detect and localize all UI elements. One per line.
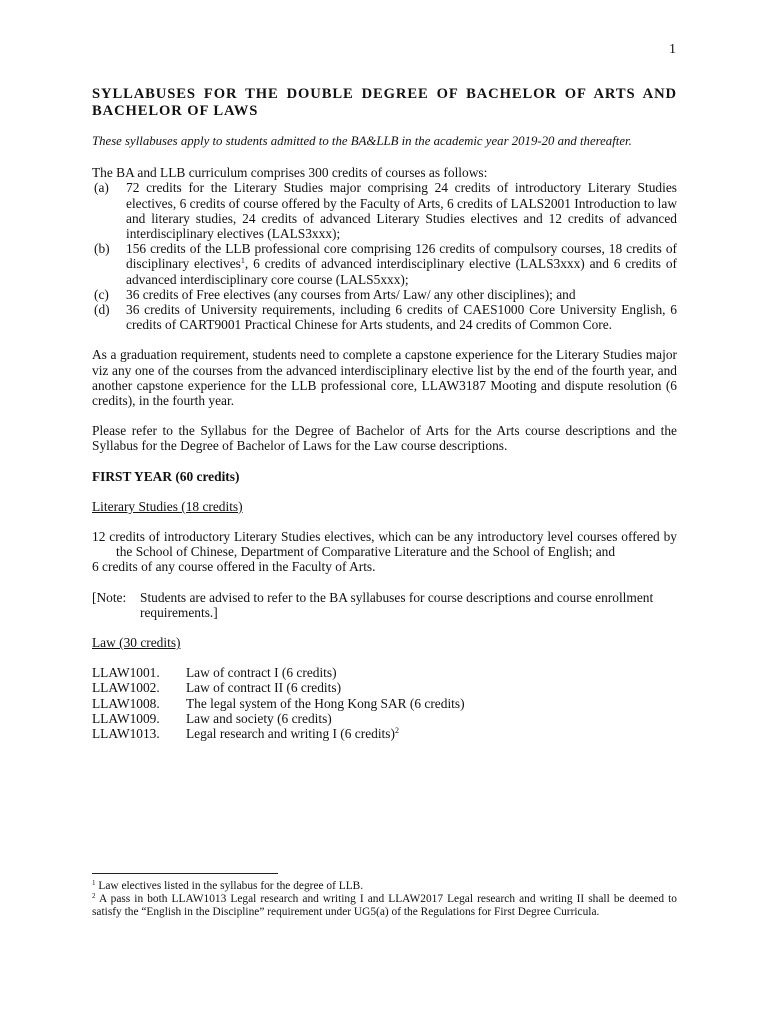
item-label: (a) [94,180,109,196]
footnote-text: Law electives listed in the syllabus for the degree of LLB. [98,880,364,892]
course-row [92,726,677,741]
footnote-number: 1 [92,879,96,887]
graduation-requirement-paragraph: As a graduation requirement, students need to complete a capstone experience for the Literary Studies major viz any one of the courses from the advanced interdisciplinary elective list by the end of the fourth year, and another capstone experience for the LLB professional core, LLAW3187 Mooting and dispute resolution (6 credits), in the fourth year. [92,347,677,409]
intro-statement: These syllabuses apply to students admitted to the BA&LLB in the academic year 2019-20 and thereafter. [92,134,632,148]
note-text: Students are advised to refer to the BA syllabuses for course descriptions and course enrollment requirements.] [140,589,654,620]
item-label: (b) [94,241,110,257]
curriculum-item-d [92,302,677,332]
course-row [92,665,677,680]
curriculum-item-c [92,287,677,302]
item-text [126,241,677,287]
item-text-part: , 6 credits of advanced interdisciplinary elective (LALS3xxx) and 6 credits of advanced interdisciplinary core course (LALS5xxx); [126,256,677,287]
first-year-heading: FIRST YEAR (60 credits) [92,468,240,484]
course-code: LLAW1008. [92,695,160,711]
course-row [92,696,677,711]
course-name [186,726,399,741]
course-row [92,680,677,695]
footnote-number: 2 [92,892,96,901]
curriculum-item-b [92,241,677,287]
literary-requirement-2: 6 credits of any course offered in the Faculty of Arts. [92,559,376,575]
footnote-1 [92,880,677,893]
item-text: 72 credits for the Literary Studies major comprising 24 credits of introductory Literary Studies electives, 6 credits of course offered by the Faculty of Arts, 6 credits of LALS2001 Introduction to law and literary studies, 24 credits of advanced Literary Studies electives and 12 credits of advanced interdisciplinary electives (LALS3xxx); [126,180,677,242]
course-name: Law and society (6 credits) [186,710,332,726]
footnote-text: A pass in both LLAW1013 Legal research and writing I and LLAW2017 Legal research and writing II shall be deemed to satisfy the “English in the Discipline” requirement under UG5(a) of the Regulations for First Degree Curricula. [92,893,678,919]
document-body [92,134,677,741]
law-course-list [92,665,677,741]
item-label: (c) [94,286,109,302]
course-code: LLAW1001. [92,665,160,681]
course-row [92,711,677,726]
course-name: Law of contract I (6 credits) [186,665,337,681]
refer-paragraph: Please refer to the Syllabus for the Degree of Bachelor of Arts for the Arts course descriptions and the Syllabus for the Degree of Bachelor of Laws for the Law course descriptions. [92,423,677,454]
document-title: SYLLABUSES FOR THE DOUBLE DEGREE OF BACHELOR OF ARTS AND BACHELOR OF LAWS [92,86,677,119]
curriculum-item-a [92,180,677,241]
item-text: 36 credits of University requirements, including 6 credits of CAES1000 Core University English, 6 credits of CART9001 Practical Chinese for Arts students, and 24 credits of Common Core. [126,302,677,333]
note-label: [Note: [92,589,127,605]
page-number: 1 [669,42,676,57]
footnote-divider [92,873,278,874]
course-code: LLAW1002. [92,680,160,696]
curriculum-list [92,180,677,332]
item-label: (d) [94,302,110,318]
footnotes [92,880,677,920]
course-code: LLAW1009. [92,710,160,726]
course-name-text: Legal research and writing I (6 credits) [186,726,395,742]
course-name: The legal system of the Hong Kong SAR (6 credits) [186,695,465,711]
footnote-ref-2[interactable]: 2 [394,726,399,736]
literary-studies-heading: Literary Studies (18 credits) [92,498,243,514]
footnote-2 [92,893,677,919]
curriculum-lead: The BA and LLB curriculum comprises 300 credits of courses as follows: [92,165,488,181]
law-heading: Law (30 credits) [92,635,181,651]
course-name: Law of contract II (6 credits) [186,680,342,696]
item-text-part: 156 credits of the LLB professional core comprising 126 credits of compulsory courses, 18 credits of disciplinary electives [126,241,677,272]
footnote-ref-1[interactable]: 1 [240,256,245,266]
course-code: LLAW1013. [92,726,160,742]
note-block [92,590,677,620]
item-text: 36 credits of Free electives (any courses from Arts/ Law/ any other disciplines); and [126,286,576,302]
literary-requirement-1: 12 credits of introductory Literary Studies electives, which can be any introductory level courses offered by the School of Chinese, Department of Comparative Literature and the School of English; and [92,529,677,560]
